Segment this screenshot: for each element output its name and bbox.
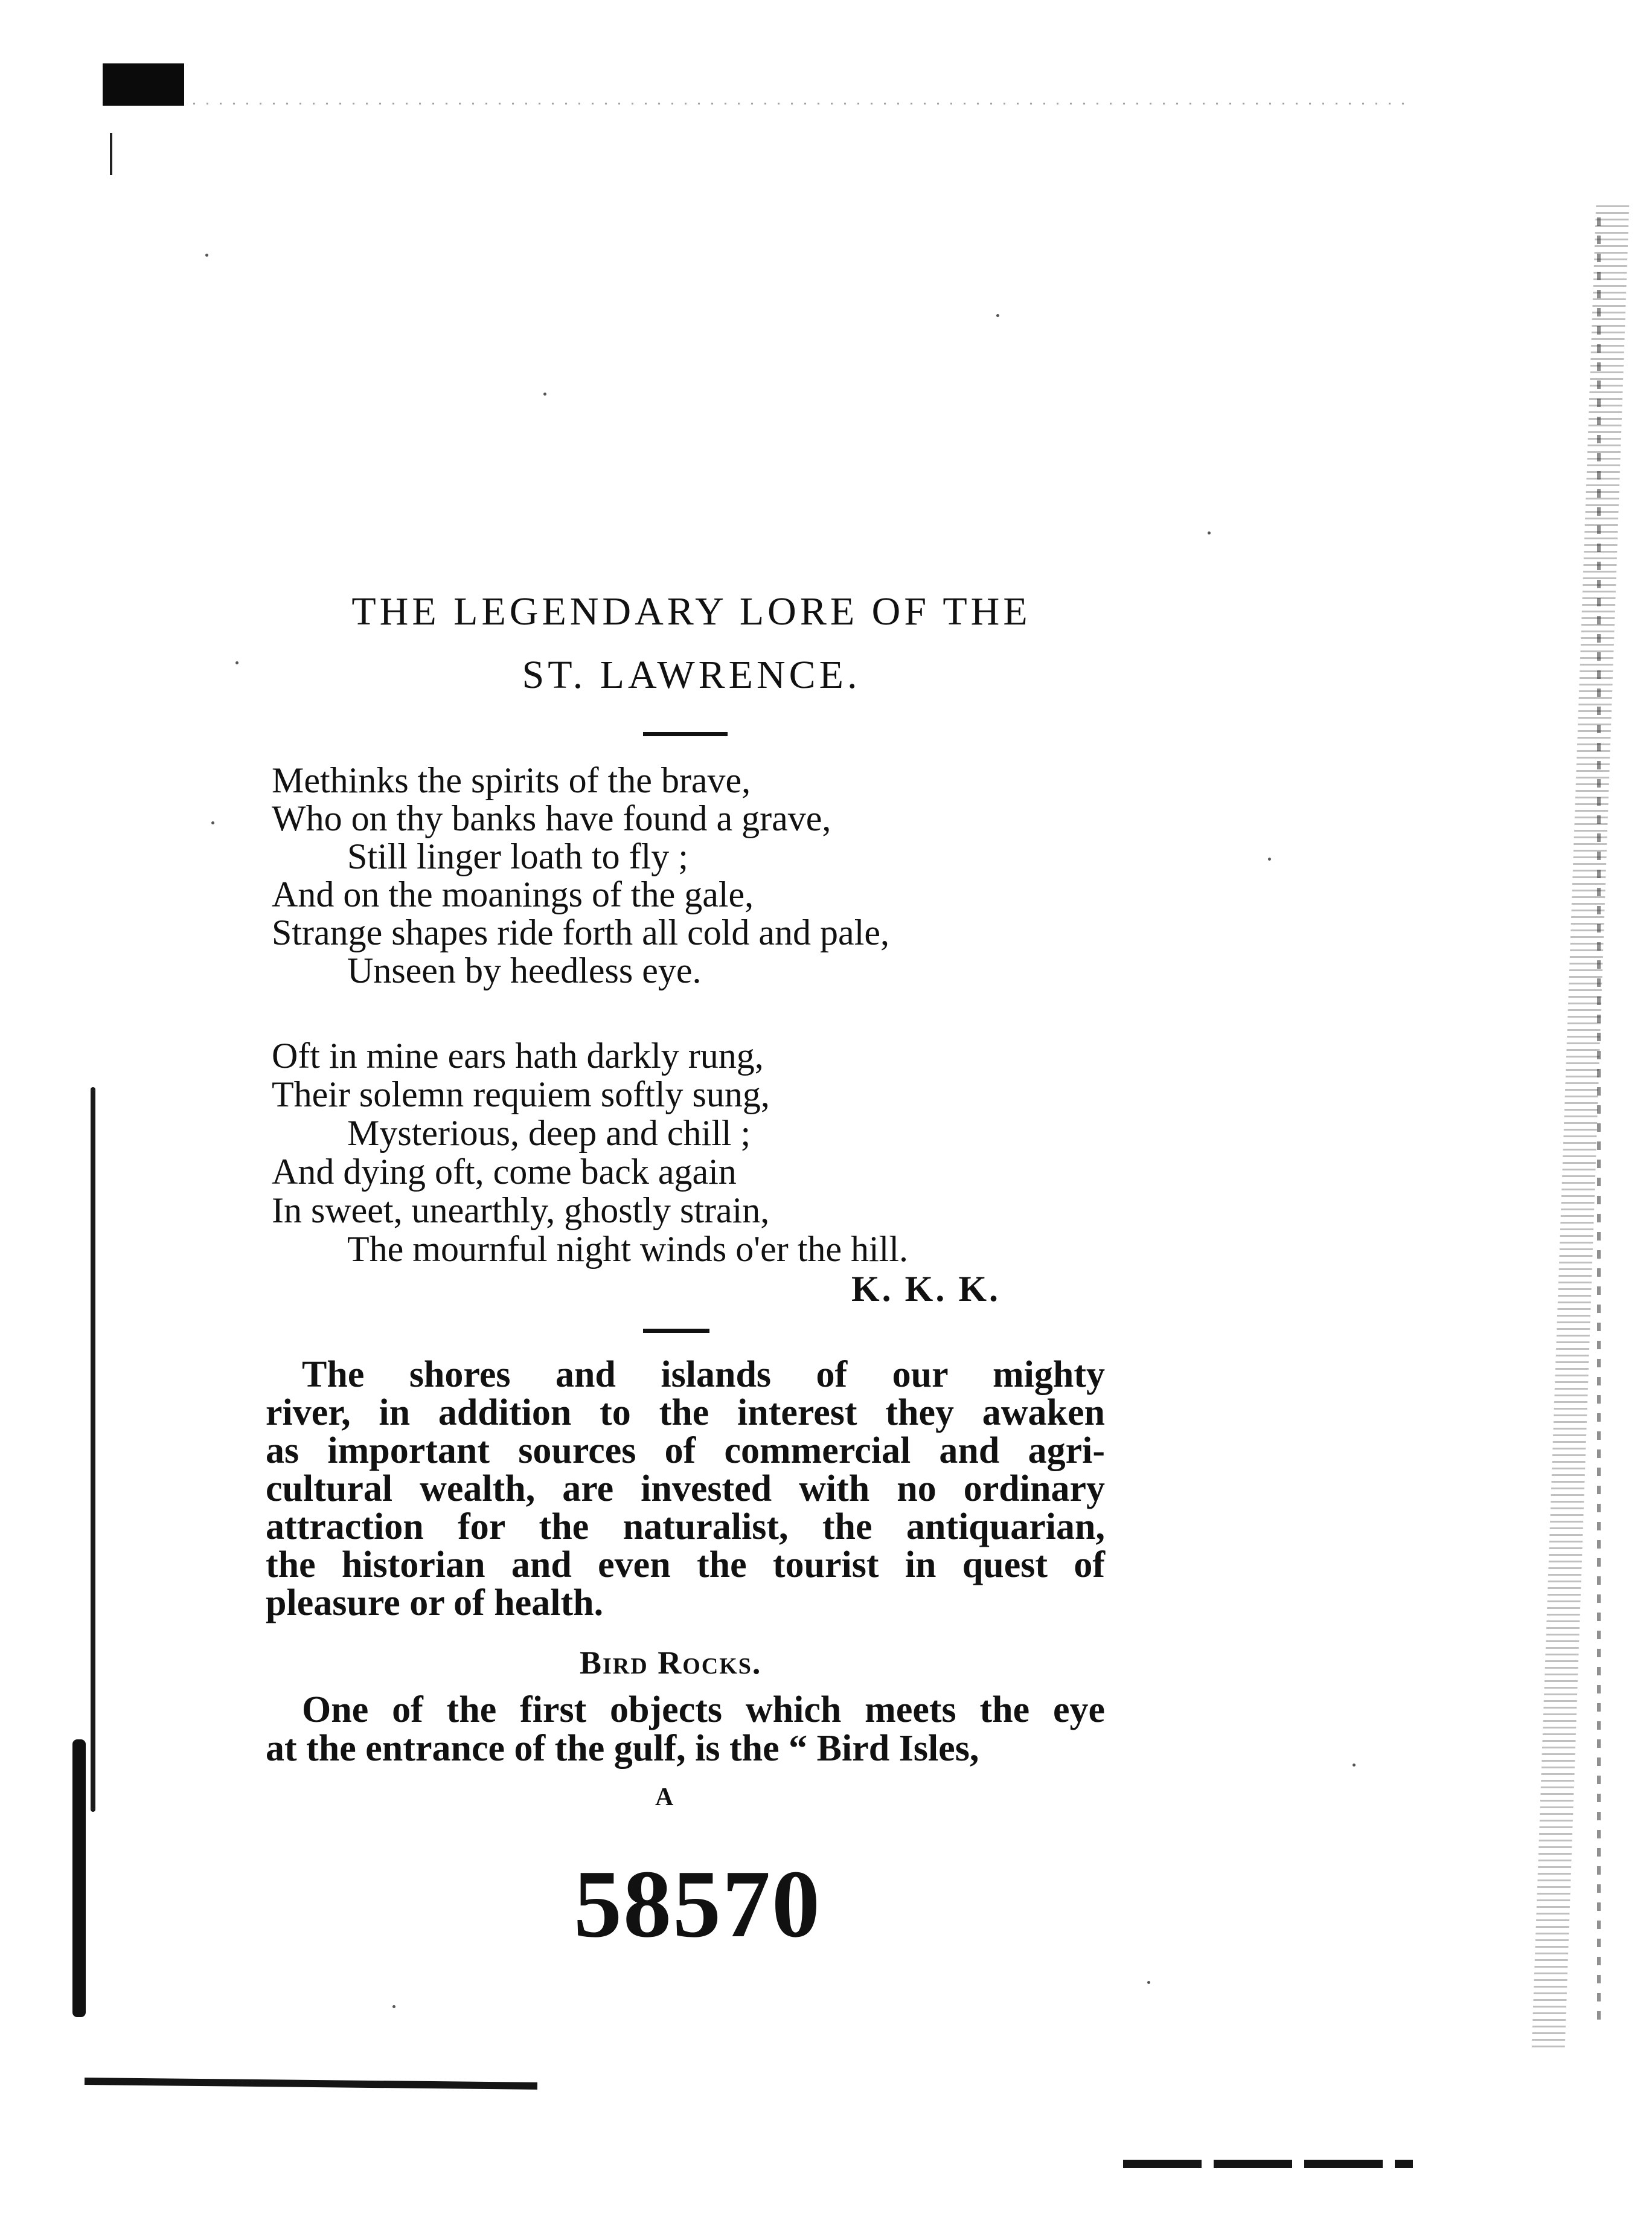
paragraph-line: The shores and islands of our mighty xyxy=(302,1354,1105,1395)
scan-right-edge xyxy=(1532,205,1630,2047)
paragraph-line: pleasure or of health. xyxy=(266,1582,604,1623)
page-title-line-1: THE LEGENDARY LORE OF THE xyxy=(351,589,1031,634)
poem-line: Oft in mine ears hath darkly rung, xyxy=(272,1036,764,1076)
paragraph-line: the historian and even the tourist in quest of xyxy=(266,1544,1105,1585)
poem-line: And dying oft, come back again xyxy=(272,1152,737,1192)
section-heading: Bird Rocks. xyxy=(580,1645,762,1681)
scan-speck xyxy=(1147,1981,1150,1984)
poem-signature: K. K. K. xyxy=(851,1269,1001,1309)
paragraph-line: as important sources of commercial and agri- xyxy=(266,1430,1105,1471)
scan-speck xyxy=(1268,858,1271,861)
scan-bottom-edge-left xyxy=(85,2078,537,2090)
poem-line: Mysterious, deep and chill ; xyxy=(347,1113,751,1153)
scan-speck xyxy=(543,393,546,396)
scan-edge-tick xyxy=(110,133,112,175)
scan-speck xyxy=(1208,531,1211,534)
scan-right-edge-line xyxy=(1597,217,1601,2029)
accession-number-stamp: 58570 xyxy=(574,1850,821,1957)
poem-line: Methinks the spirits of the brave, xyxy=(272,760,751,800)
title-rule xyxy=(643,732,728,736)
paragraph-line: One of the first objects which meets the eye xyxy=(302,1689,1105,1730)
poem-line: Their solemn requiem softly sung, xyxy=(272,1074,770,1114)
scan-speck xyxy=(996,314,999,317)
paragraph-line: attraction for the naturalist, the antiquarian, xyxy=(266,1506,1105,1547)
paragraph-line: at the entrance of the gulf, is the “ Bird Isles, xyxy=(266,1728,979,1769)
printer-signature-mark: A xyxy=(655,1783,674,1811)
poem-line: Unseen by heedless eye. xyxy=(347,951,702,990)
scan-top-edge xyxy=(193,103,1407,104)
scan-speck xyxy=(211,821,214,824)
scan-speck xyxy=(392,2005,395,2008)
poem-line: Strange shapes ride forth all cold and pale, xyxy=(272,913,889,952)
section-rule xyxy=(643,1329,709,1333)
scan-left-edge xyxy=(91,1087,95,1812)
paragraph-line: river, in addition to the interest they awaken xyxy=(266,1392,1105,1433)
scan-speck xyxy=(1353,1764,1356,1767)
poem-line: Still linger loath to fly ; xyxy=(347,836,688,876)
poem-line: In sweet, unearthly, ghostly strain, xyxy=(272,1190,770,1230)
poem-line: Who on thy banks have found a grave, xyxy=(272,798,831,838)
scan-left-edge-blot xyxy=(72,1739,86,2017)
paragraph-line: cultural wealth, are invested with no ordinary xyxy=(266,1468,1105,1509)
scan-speck xyxy=(205,254,208,257)
poem-line: The mournful night winds o'er the hill. xyxy=(347,1229,909,1269)
scan-speck xyxy=(235,661,239,664)
scan-corner-mark xyxy=(103,63,184,106)
poem-line: And on the moanings of the gale, xyxy=(272,875,754,914)
page-title-line-2: ST. LAWRENCE. xyxy=(522,653,861,697)
scan-bottom-edge-right xyxy=(1123,2160,1413,2168)
